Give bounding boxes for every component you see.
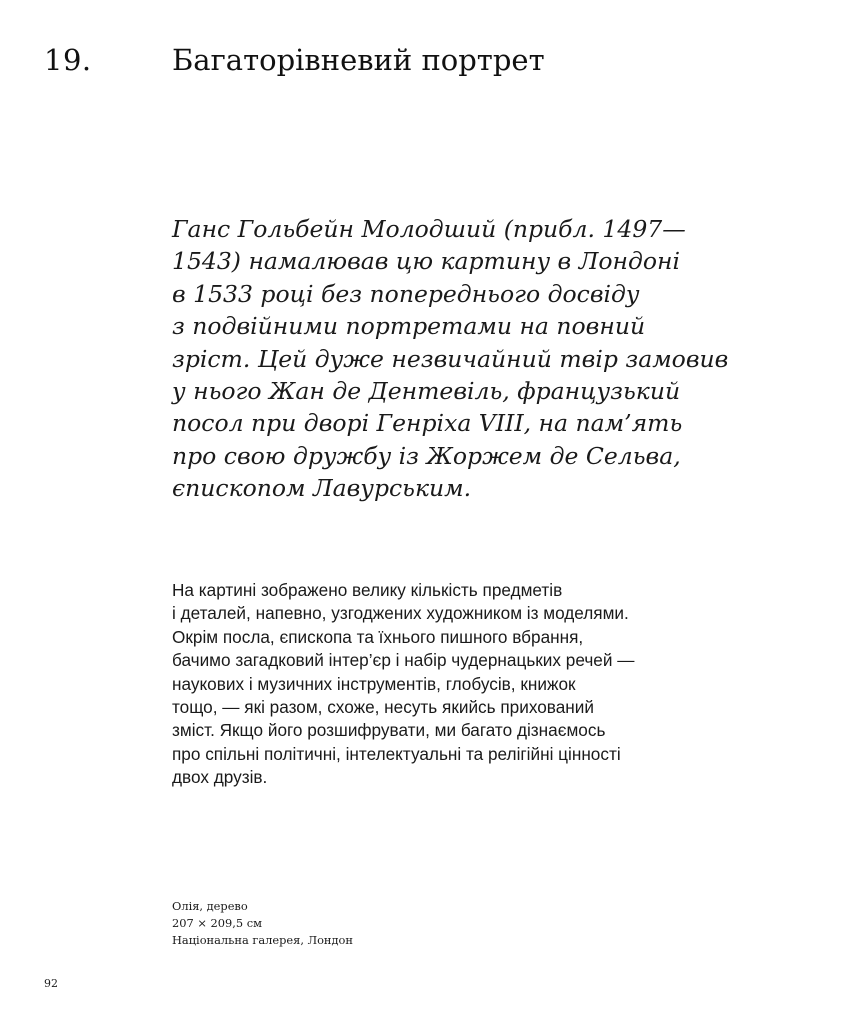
body-line: про спільні політичні, інтелектуальні та релігійні цінності [172, 743, 621, 764]
lead-line: Ганс Гольбейн Молодший (прибл. 1497— [172, 215, 686, 243]
caption-location: Національна галерея, Лондон [172, 933, 353, 947]
body-line: бачимо загадковий інтер’єр і набір чудернацьких речей — [172, 650, 635, 671]
caption-medium: Олія, дерево [172, 899, 248, 913]
body-line: двох друзів. [172, 767, 268, 788]
body-line: тощо, — які разом, схоже, несуть якийсь прихований [172, 697, 594, 718]
chapter-number: 19. [44, 43, 92, 77]
lead-line: про свою дружбу із Жоржем де Сельва, [172, 441, 681, 470]
lead-line: посол при дворі Генріха VIII, на пам’ять [172, 409, 683, 438]
body-line: наукових і музичних інструментів, глобусів, книжок [172, 673, 576, 694]
page-number: 92 [44, 977, 58, 990]
lead-line: єпископом Лавурським. [172, 474, 472, 503]
lead-line: з подвійними портретами на повний [172, 312, 646, 341]
lead-line: 1543) намалював цю картину в Лондоні [172, 247, 680, 276]
body-paragraph [172, 579, 692, 790]
body-line: і деталей, напевно, узгоджених художником із моделями. [172, 603, 629, 624]
lead-paragraph [172, 213, 729, 505]
artwork-caption [172, 898, 353, 949]
lead-line: в 1533 році без попереднього досвіду [172, 279, 640, 308]
body-line: На картині зображено велику кількість предметів [172, 580, 563, 600]
body-line: зміст. Якщо його розшифрувати, ми багато дізнаємось [172, 720, 606, 741]
caption-dimensions: 207 × 209,5 см [172, 916, 262, 930]
body-line: Окрім посла, єпископа та їхнього пишного вбрання, [172, 626, 584, 647]
lead-line: у нього Жан де Дентевіль, французький [172, 377, 681, 406]
lead-line: зріст. Цей дуже незвичайний твір замовив [172, 344, 729, 373]
page-title: Багаторівневий портрет [172, 43, 545, 77]
